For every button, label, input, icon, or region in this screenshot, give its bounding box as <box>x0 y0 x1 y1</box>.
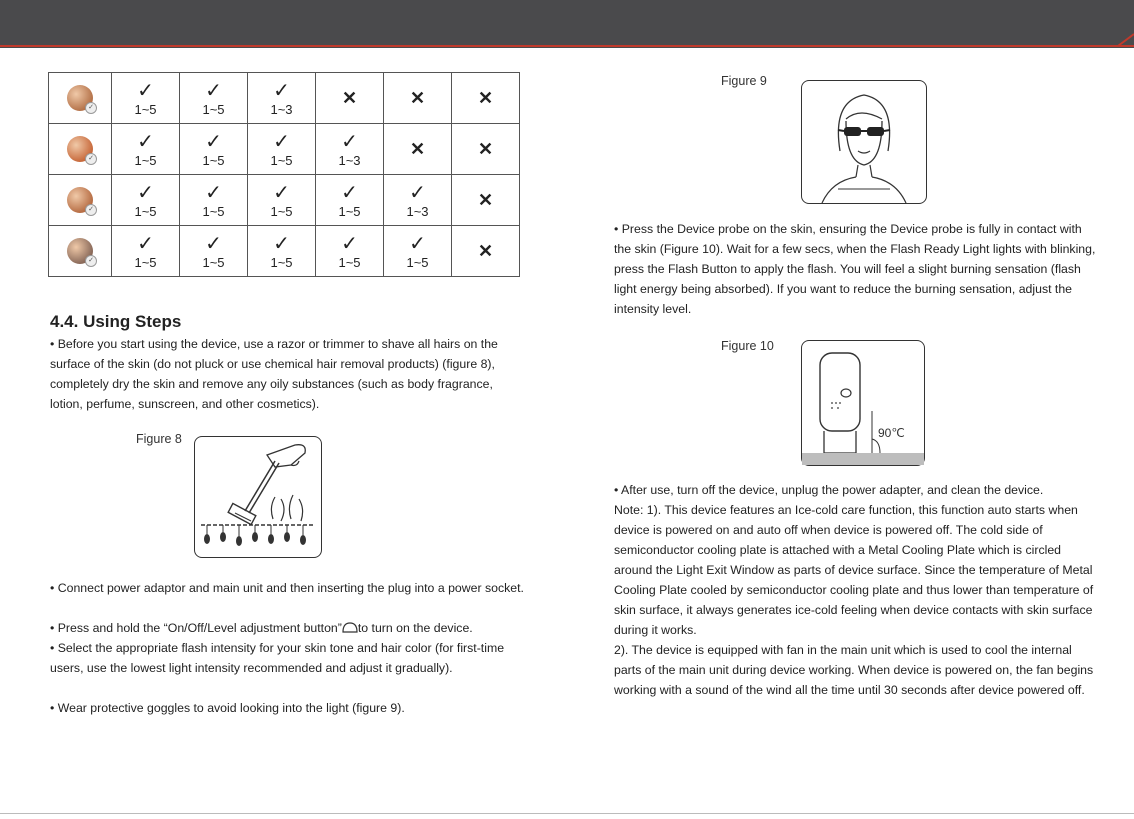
check-icon: ✓ <box>137 79 154 102</box>
skin-tone-cell <box>49 226 112 277</box>
intensity-range: 1~5 <box>134 203 157 219</box>
figure8-illustration <box>194 436 322 558</box>
bullet-press-hold <box>50 618 528 638</box>
intensity-range: 1~5 <box>134 254 157 270</box>
check-icon: ✓ <box>273 181 290 204</box>
swatch-check-icon: ✓ <box>85 153 97 165</box>
table-row <box>49 226 520 277</box>
intensity-range: 1~3 <box>338 152 361 168</box>
bullet-press-hold-text: • Press and hold the “On/Off/Level adjustment button” <box>50 621 342 635</box>
table-cell <box>384 124 452 175</box>
table-cell <box>248 175 316 226</box>
swatch-check-icon: ✓ <box>85 255 97 267</box>
check-icon: ✓ <box>205 232 222 255</box>
table-cell <box>112 73 180 124</box>
figure8-label: Figure 8 <box>136 432 182 446</box>
paragraph-after-use: • After use, turn off the device, unplug the power adapter, and clean the device. <box>614 483 1044 497</box>
skin-tone-swatch-icon <box>67 187 93 213</box>
check-icon: ✓ <box>137 130 154 153</box>
intensity-range: 1~3 <box>406 203 429 219</box>
table-cell <box>316 73 384 124</box>
table-row <box>49 175 520 226</box>
cross-icon: ✕ <box>477 240 494 261</box>
table-cell <box>180 124 248 175</box>
table-cell <box>248 226 316 277</box>
table-cell <box>452 73 520 124</box>
table-cell <box>384 226 452 277</box>
check-icon: ✓ <box>409 232 426 255</box>
bullet-select-intensity: • Select the appropriate flash intensity for your skin tone and hair color (for first-time users, use the lowest light intensity recommended and adjust it gradually). <box>50 641 505 675</box>
check-icon: ✓ <box>409 181 426 204</box>
figure10-temp-label: 90℃ <box>878 426 905 440</box>
table-cell <box>316 175 384 226</box>
bullet-wear-goggles: • Wear protective goggles to avoid looking into the light (figure 9). <box>50 701 405 715</box>
paragraph-shave: • Before you start using the device, use a razor or trimmer to shave all hairs on the surface of the skin (do not pluck or use chemical hair removal products) (figure 8), completely dry the skin and remove any oily substances (such as body fragrance, lotion, perfume, sunscreen, and other cosmetics). <box>50 337 498 411</box>
check-icon: ✓ <box>341 232 358 255</box>
skin-tone-swatch-icon <box>67 238 93 264</box>
table-cell <box>248 124 316 175</box>
intensity-range: 1~5 <box>338 254 361 270</box>
power-button-icon <box>342 622 358 633</box>
footer-divider <box>0 813 1134 814</box>
table-cell <box>316 226 384 277</box>
cross-icon: ✕ <box>341 87 358 108</box>
swatch-check-icon: ✓ <box>85 204 97 216</box>
intensity-range: 1~5 <box>406 254 429 270</box>
intensity-range: 1~5 <box>270 254 293 270</box>
figure10-illustration <box>801 340 925 466</box>
table-row <box>49 73 520 124</box>
woman-goggles-icon <box>802 81 926 203</box>
skin-tone-cell <box>49 124 112 175</box>
intensity-range: 1~5 <box>202 254 225 270</box>
cross-icon: ✕ <box>477 138 494 159</box>
cross-icon: ✕ <box>477 189 494 210</box>
table-cell <box>112 226 180 277</box>
bullet-connect-power: • Connect power adaptor and main unit and then inserting the plug into a power socket. <box>50 581 524 595</box>
check-icon: ✓ <box>273 79 290 102</box>
intensity-range: 1~5 <box>202 101 225 117</box>
cross-icon: ✕ <box>477 87 494 108</box>
table-cell <box>452 226 520 277</box>
header-bar <box>0 0 1134 48</box>
intensity-range: 1~5 <box>270 203 293 219</box>
check-icon: ✓ <box>273 130 290 153</box>
cross-icon: ✕ <box>409 138 426 159</box>
table-cell <box>316 124 384 175</box>
intensity-range: 1~5 <box>134 101 157 117</box>
razor-shaving-icon <box>195 437 321 557</box>
figure9-illustration <box>801 80 927 204</box>
cross-icon: ✕ <box>409 87 426 108</box>
check-icon: ✓ <box>137 232 154 255</box>
intensity-range: 1~5 <box>134 152 157 168</box>
skin-tone-swatch-icon <box>67 85 93 111</box>
check-icon: ✓ <box>205 181 222 204</box>
table-cell <box>452 124 520 175</box>
check-icon: ✓ <box>205 79 222 102</box>
table-cell <box>384 175 452 226</box>
table-cell <box>180 175 248 226</box>
section-heading: 4.4. Using Steps <box>50 312 182 331</box>
intensity-range: 1~3 <box>270 101 293 117</box>
swatch-check-icon: ✓ <box>85 102 97 114</box>
table-cell <box>112 175 180 226</box>
note-ice-cold: Note: 1). This device features an Ice-cold care function, this function auto starts when device is powered on and auto off when device is powered off. The cold side of semiconductor cooling plate is attached with a Metal Cooling Plate which is circled around the Light Exit Window as parts of device surface. Since the temperature of Metal Cooling Plate cooled by semiconductor cooling plate and thus lower than temperature of skin surface, it always generates ice-cold feeling when device contacts with skin surface during it works. <box>614 503 1094 637</box>
table-cell <box>384 73 452 124</box>
check-icon: ✓ <box>205 130 222 153</box>
intensity-range: 1~5 <box>338 203 361 219</box>
bullet-press-hold-text-end: to turn on the device. <box>357 621 473 635</box>
intensity-range: 1~5 <box>270 152 293 168</box>
skin-tone-cell <box>49 73 112 124</box>
intensity-range: 1~5 <box>202 203 225 219</box>
header-accent <box>0 0 1134 48</box>
table-cell <box>180 226 248 277</box>
table-cell <box>452 175 520 226</box>
skin-tone-cell <box>49 175 112 226</box>
skin-tone-swatch-icon <box>67 136 93 162</box>
device-probe-icon <box>802 341 924 465</box>
table-cell <box>112 124 180 175</box>
note-fan: 2). The device is equipped with fan in the main unit which is used to cool the internal parts of the main unit during device working. When device is powered on, the fan begins working with a sound of the wind all the time until 30 seconds after device powered off. <box>614 643 1094 697</box>
check-icon: ✓ <box>137 181 154 204</box>
figure10-label: Figure 10 <box>721 339 774 353</box>
intensity-table <box>48 72 520 277</box>
paragraph-press-probe: • Press the Device probe on the skin, ensuring the Device probe is fully in contact with the skin (Figure 10). Wait for a few secs, when the Flash Ready Light lights with blinking, press the Flash Button to apply the flash. You will feel a slight burning sensation (flash light energy being absorbed). If you want to reduce the burning sensation, adjust the intensity level. <box>614 222 1096 316</box>
check-icon: ✓ <box>341 181 358 204</box>
figure9-label: Figure 9 <box>721 74 767 88</box>
table-cell <box>248 73 316 124</box>
table-cell <box>180 73 248 124</box>
intensity-range: 1~5 <box>202 152 225 168</box>
check-icon: ✓ <box>273 232 290 255</box>
check-icon: ✓ <box>341 130 358 153</box>
table-row <box>49 124 520 175</box>
